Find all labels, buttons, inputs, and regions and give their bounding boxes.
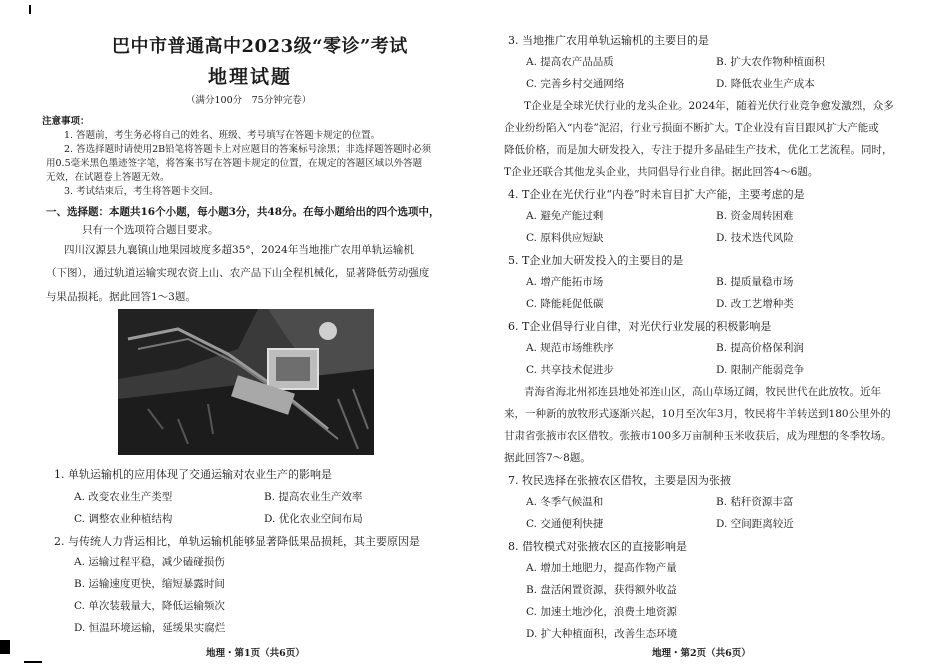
question-1-option-d[interactable]: D. 优化农业空间布局 [264, 513, 363, 525]
subject-title: 地理试题 [208, 66, 293, 88]
question-5-option-d[interactable]: D. 改工艺增种类 [716, 298, 794, 310]
scan-crosshair-mark [24, 661, 42, 663]
passage-line: 降低价格，而是加大研发投入，专注于提升多晶硅生产技术，优化工艺流程。同时， [504, 144, 893, 156]
question-2-option-b[interactable]: B. 运输速度更快，缩短暴露时间 [74, 578, 225, 590]
monorail-photo [118, 309, 374, 455]
question-3-option-d[interactable]: D. 降低农业生产成本 [716, 78, 815, 90]
page-footer-right: 地理・第2页（共6页） [652, 648, 751, 659]
page-left [42, 0, 460, 669]
question-1-option-b[interactable]: B. 提高农业生产效率 [264, 491, 363, 503]
question-7-option-c[interactable]: C. 交通便利快捷 [526, 518, 604, 530]
question-2-option-d[interactable]: D. 恒温环境运输，延缓果实腐烂 [74, 622, 226, 634]
question-4-option-d[interactable]: D. 技术迭代风险 [716, 232, 794, 244]
question-2-option-c[interactable]: C. 单次装载量大，降低运输频次 [74, 600, 225, 612]
scan-corner-mark-top [29, 5, 31, 14]
passage-line: 企业纷纷陷入“内卷”泥沼，行业亏损面不断扩大。T企业没有盲目跟风扩大产能或 [504, 122, 879, 134]
question-3-option-b[interactable]: B. 扩大农作物种植面积 [716, 56, 825, 68]
passage-line: 来，一种新的放牧形式逐渐兴起，10月至次年3月，牧民将牛羊转送到180公里外的 [504, 408, 891, 420]
question-3-option-c[interactable]: C. 完善乡村交通网络 [526, 78, 625, 90]
notice-line: 3. 考试结束后，考生将答题卡交回。 [64, 186, 219, 197]
question-7-option-d[interactable]: D. 空间距离较近 [716, 518, 794, 530]
question-8-stem: 8. 借牧模式对张掖农区的直接影响是 [508, 540, 687, 553]
question-7-option-b[interactable]: B. 秸秆资源丰富 [716, 496, 794, 508]
question-6-stem: 6. T企业倡导行业自律，对光伏行业发展的积极影响是 [508, 320, 772, 333]
question-8-option-d[interactable]: D. 扩大种植面积，改善生态环境 [526, 628, 678, 640]
question-3-option-a[interactable]: A. 提高农产品品质 [526, 56, 614, 68]
passage-line: T企业是全球光伏行业的龙头企业。2024年，随着光伏行业竞争愈发激烈，众多 [524, 100, 894, 112]
question-4-stem: 4. T企业在光伏行业“内卷”时未盲目扩大产能，主要考虑的是 [508, 188, 805, 201]
passage-line: 青海省海北州祁连县地处祁连山区，高山草场辽阔，牧民世代在此放牧。近年 [524, 386, 881, 398]
question-5-option-a[interactable]: A. 增产能拓市场 [526, 276, 604, 288]
question-1-option-a[interactable]: A. 改变农业生产类型 [74, 491, 173, 503]
question-6-option-a[interactable]: A. 规范市场维秩序 [526, 342, 614, 354]
question-2-stem: 2. 与传统人力背运相比，单轨运输机能够显著降低果品损耗，其主要原因是 [54, 535, 420, 548]
question-7-stem: 7. 牧民选择在张掖农区借牧，主要是因为张掖 [508, 474, 731, 487]
passage-line: 四川汉源县九襄镇山地果园坡度多超35°，2024年当地推广农用单轨运输机 [64, 244, 414, 256]
question-3-stem: 3. 当地推广农用单轨运输机的主要目的是 [508, 34, 709, 47]
score-note: （满分100分 75分钟完卷） [186, 95, 312, 106]
question-8-option-c[interactable]: C. 加速土地沙化，浪费土地资源 [526, 606, 677, 618]
passage-line: （下图），通过轨道运输实现农资上山、农产品下山全程机械化，显著降低劳动强度 [46, 267, 430, 279]
passage-line: 据此回答7～8题。 [504, 452, 591, 464]
notice-line: 无效，在试题卷上答题无效。 [46, 172, 170, 183]
monorail-photo-image [118, 309, 374, 455]
question-6-option-d[interactable]: D. 限制产能弱竞争 [716, 364, 805, 376]
question-8-option-b[interactable]: B. 盘活闲置资源，获得额外收益 [526, 584, 677, 596]
scan-corner-mark-bottom [0, 640, 10, 654]
passage-line: T企业还联合其他龙头企业，共同倡导行业自律。据此回答4～6题。 [504, 166, 819, 178]
page-right [498, 0, 918, 669]
question-6-option-b[interactable]: B. 提高价格保利润 [716, 342, 804, 354]
question-8-option-a[interactable]: A. 增加土地肥力，提高作物产量 [526, 562, 677, 574]
section1-instruction: 一、选择题：本题共16个小题，每小题3分，共48分。在每小题给出的四个选项中， [46, 206, 440, 218]
question-2-option-a[interactable]: A. 运输过程平稳，减少磕碰损伤 [74, 556, 225, 568]
question-4-option-c[interactable]: C. 原料供应短缺 [526, 232, 604, 244]
section1-instruction-cont: 只有一个选项符合题目要求。 [82, 224, 219, 236]
notice-heading: 注意事项： [42, 116, 90, 127]
passage-line: 甘肃省张掖市农区借牧。张掖市100多万亩制种玉米收获后，成为理想的冬季牧场。 [504, 430, 892, 442]
question-4-option-a[interactable]: A. 避免产能过剩 [526, 210, 604, 222]
question-6-option-c[interactable]: C. 共享技术促进步 [526, 364, 614, 376]
question-5-stem: 5. T企业加大研发投入的主要目的是 [508, 254, 684, 267]
notice-line: 1. 答题前，考生务必将自己的姓名、班级、考号填写在答题卡规定的位置。 [64, 130, 381, 141]
question-1-option-c[interactable]: C. 调整农业种植结构 [74, 513, 173, 525]
page-footer-left: 地理・第1页（共6页） [206, 648, 305, 659]
question-5-option-b[interactable]: B. 提质量稳市场 [716, 276, 794, 288]
question-4-option-b[interactable]: B. 资金周转困难 [716, 210, 794, 222]
notice-line: 2. 答选择题时请使用2B铅笔将答题卡上对应题目的答案标号涂黑；非选择题答题时必须 [64, 144, 432, 155]
question-7-option-a[interactable]: A. 冬季气候温和 [526, 496, 604, 508]
question-5-option-c[interactable]: C. 降能耗促低碳 [526, 298, 604, 310]
passage-line: 与果品损耗。据此回答1～3题。 [46, 291, 196, 303]
exam-title: 巴中市普通高中2023级“零诊”考试 [112, 36, 408, 57]
notice-line: 用0.5毫米黑色墨迹签字笔，将答案书写在答题卡规定的位置，在规定的答题区域以外答题 [46, 158, 423, 169]
question-1-stem: 1. 单轨运输机的应用体现了交通运输对农业生产的影响是 [54, 468, 332, 481]
